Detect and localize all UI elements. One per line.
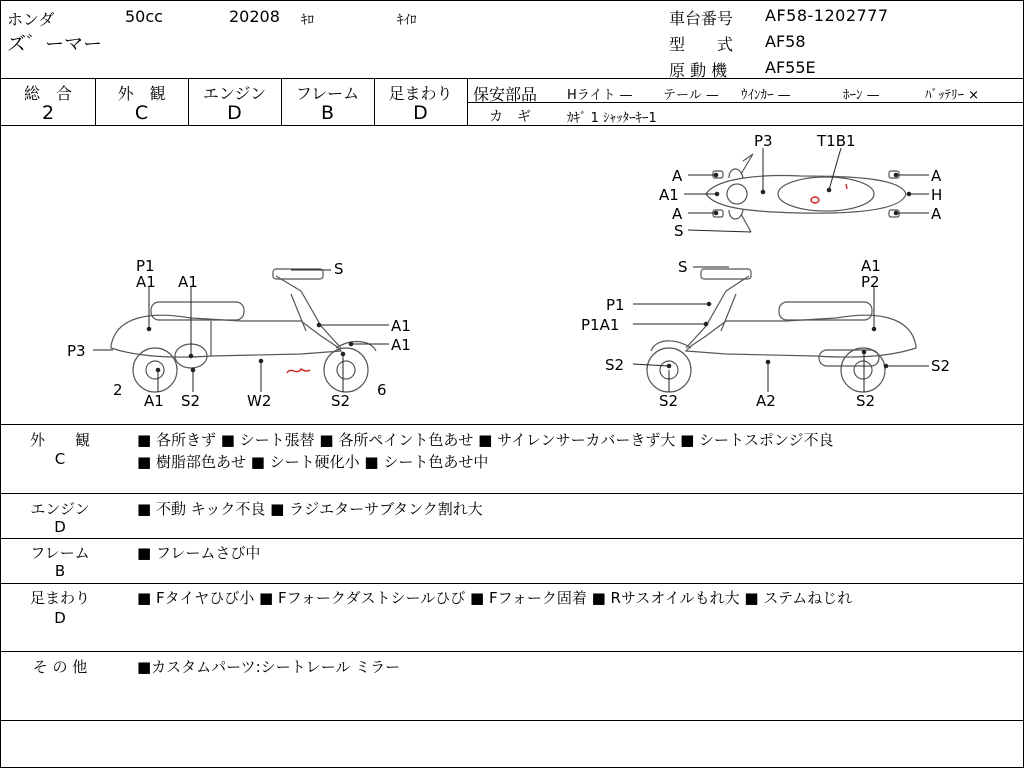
leader-dot	[707, 302, 711, 306]
top-view-headlight	[727, 184, 747, 204]
leader-line	[688, 230, 751, 232]
leader-dot	[349, 342, 353, 346]
label-right-p2: P2	[861, 273, 880, 291]
right-view-rear-wheel-hub	[854, 361, 872, 379]
left-view-fender	[336, 342, 376, 351]
section-grade-exterior: C	[54, 450, 66, 468]
frame-label: 車台番号	[669, 9, 734, 28]
damage-mark	[846, 184, 847, 189]
label-top-s: S	[674, 222, 684, 240]
section-line-suspension: ■ Fタイヤひび小 ■ Fフォークダストシールひび ■ Fフォーク固着 ■ Rサスオイルもれ大 ■ ステムねじれ	[137, 589, 853, 607]
displacement: 50cc	[125, 7, 163, 26]
left-view-front-wheel	[324, 348, 368, 392]
model-name: ズ゛ーマー	[7, 33, 103, 55]
grade-value-exterior: C	[134, 102, 149, 124]
left-view-rear-wheel-hub	[146, 361, 164, 379]
leader-dot	[156, 368, 160, 372]
frame-number: AF58-1202777	[765, 6, 889, 25]
label-left-s2: S2	[181, 392, 201, 410]
leader-line	[829, 148, 841, 190]
grade-label-suspension: 足まわり	[388, 84, 453, 103]
safety-item-tail: テール —	[663, 88, 719, 103]
leader-dot	[341, 352, 345, 356]
engine-label: 原 動 機	[669, 61, 728, 80]
safety-item-headlight: Hライト —	[567, 88, 633, 103]
leader-dot	[191, 368, 195, 372]
label-right-s2: S2	[605, 356, 625, 374]
leader-line	[633, 364, 669, 366]
divider	[1, 583, 1023, 584]
top-view-body	[706, 176, 906, 214]
label-right-a1: A1	[861, 257, 881, 275]
label-left-a1: A1	[136, 273, 156, 291]
safety-item-battery: ﾊﾞｯﾃﾘｰ ×	[925, 88, 980, 103]
section-grade-engine: D	[54, 518, 66, 536]
grade-value-engine: D	[227, 102, 242, 124]
leader-dot	[317, 323, 321, 327]
leader-dot	[884, 364, 888, 368]
section-title-suspension: 足まわり	[29, 589, 90, 607]
section-title-engine: エンジン	[30, 500, 90, 518]
divider	[1, 78, 1023, 79]
label-left-s: S	[334, 260, 344, 278]
leader-dot	[147, 327, 151, 331]
label-left-6: 6	[377, 381, 387, 399]
grade-value-suspension: D	[413, 102, 428, 124]
right-view-handlebar	[701, 269, 751, 279]
label-top-a: A	[672, 205, 683, 223]
engine-value: AF55E	[765, 58, 816, 77]
safety-item-winker: ｳｲﾝｶｰ —	[741, 88, 791, 103]
label-left-s2: S2	[331, 392, 351, 410]
label-top-a: A	[672, 167, 683, 185]
section-line-exterior: ■ 各所きず ■ シート張替 ■ 各所ペイント色あせ ■ サイレンサーカバーきず大 ■ シートスポンジ不良	[137, 431, 834, 449]
section-line-engine: ■ 不動 キック不良 ■ ラジエターサブタンク割れ大	[137, 500, 483, 518]
top-view-steering	[741, 154, 753, 174]
left-view-seat	[151, 302, 244, 320]
label-right-s2: S2	[931, 357, 951, 375]
label-top-a: A	[931, 205, 942, 223]
divider	[1, 493, 1023, 494]
label-top-a: A	[931, 167, 942, 185]
grade-label-engine: エンジン	[202, 84, 267, 103]
top-view-seat	[778, 177, 874, 211]
key-value: ｶｷﾞ 1 ｼｬｯﾀｰｷｰ1	[567, 111, 657, 126]
leader-dot	[704, 322, 708, 326]
leader-dot	[894, 173, 898, 177]
scooter-diagram	[1, 126, 1023, 424]
safety-item-horn: ﾎｰﾝ —	[843, 88, 880, 103]
label-right-s: S	[678, 258, 688, 276]
grade-value-overall: 2	[41, 102, 55, 124]
grade-label-exterior: 外 観	[117, 84, 166, 103]
key-label: カ ギ	[489, 109, 531, 125]
section-title-exterior: 外 観	[29, 431, 90, 449]
section-grade-suspension: D	[54, 609, 66, 627]
label-top-a1: A1	[659, 186, 679, 204]
right-view-frame	[686, 276, 749, 348]
label-right-p1: P1	[606, 296, 625, 314]
label-left-p1: P1	[136, 257, 155, 275]
mileage-unit: ｷﾛ	[301, 13, 314, 28]
leader-dot	[189, 354, 193, 358]
right-view-body	[686, 315, 916, 357]
right-view-fender	[651, 341, 691, 351]
left-view-frame	[211, 276, 341, 356]
section-title-frame: フレーム	[30, 544, 90, 562]
leader-dot	[907, 192, 911, 196]
damage-mark	[811, 197, 819, 203]
label-left-2: 2	[113, 381, 123, 399]
section-line-other: ■カスタムパーツ:シートレール ミラー	[137, 658, 401, 676]
leader-dot	[714, 173, 718, 177]
safety-label: 保安部品	[473, 85, 538, 104]
leader-dot	[894, 211, 898, 215]
leader-dot	[259, 359, 263, 363]
leader-dot	[667, 364, 671, 368]
leader-dot	[715, 192, 719, 196]
divider	[1, 720, 1023, 721]
label-left-w2: W2	[247, 392, 272, 410]
leader-dot	[761, 190, 765, 194]
label-top-t1b1: T1B1	[817, 132, 856, 150]
grade-value-frame: B	[320, 102, 335, 124]
label-top-p3: P3	[754, 132, 773, 150]
top-view	[706, 154, 906, 232]
label-right-s2: S2	[856, 392, 876, 410]
label-left-p3: P3	[67, 342, 86, 360]
section-line-exterior: ■ 樹脂部色あせ ■ シート硬化小 ■ シート色あせ中	[137, 453, 489, 471]
label-right-p1a1: P1A1	[581, 316, 620, 334]
label-left-a1: A1	[144, 392, 164, 410]
section-line-frame: ■ フレームさび中	[137, 544, 261, 562]
label-left-a1: A1	[391, 317, 411, 335]
mileage: 20208	[229, 7, 280, 26]
grade-label-overall: 総 合	[23, 84, 72, 103]
top-view-steering	[741, 214, 751, 232]
maker: ホンダ	[7, 10, 55, 29]
leader-dot	[714, 211, 718, 215]
divider	[1, 651, 1023, 652]
label-top-h: H	[931, 186, 943, 204]
leader-dot	[827, 188, 831, 192]
type-value: AF58	[765, 32, 806, 51]
right-view-seat	[779, 302, 872, 320]
leader-dot	[862, 350, 866, 354]
label-right-s2: S2	[659, 392, 679, 410]
label-right-a2: A2	[756, 392, 776, 410]
left-view-front-wheel-hub	[337, 361, 355, 379]
label-left-a1: A1	[178, 273, 198, 291]
leader-dot	[872, 327, 876, 331]
color: ｷｲﾛ	[397, 13, 417, 28]
section-title-other: そ の 他	[32, 658, 88, 676]
damage-mark	[287, 369, 310, 373]
leader-dot	[766, 360, 770, 364]
type-label: 型 式	[669, 35, 734, 54]
label-left-a1: A1	[391, 336, 411, 354]
divider	[1, 424, 1023, 425]
section-grade-frame: B	[54, 562, 66, 580]
grade-label-frame: フレーム	[295, 84, 360, 103]
divider	[1, 538, 1023, 539]
